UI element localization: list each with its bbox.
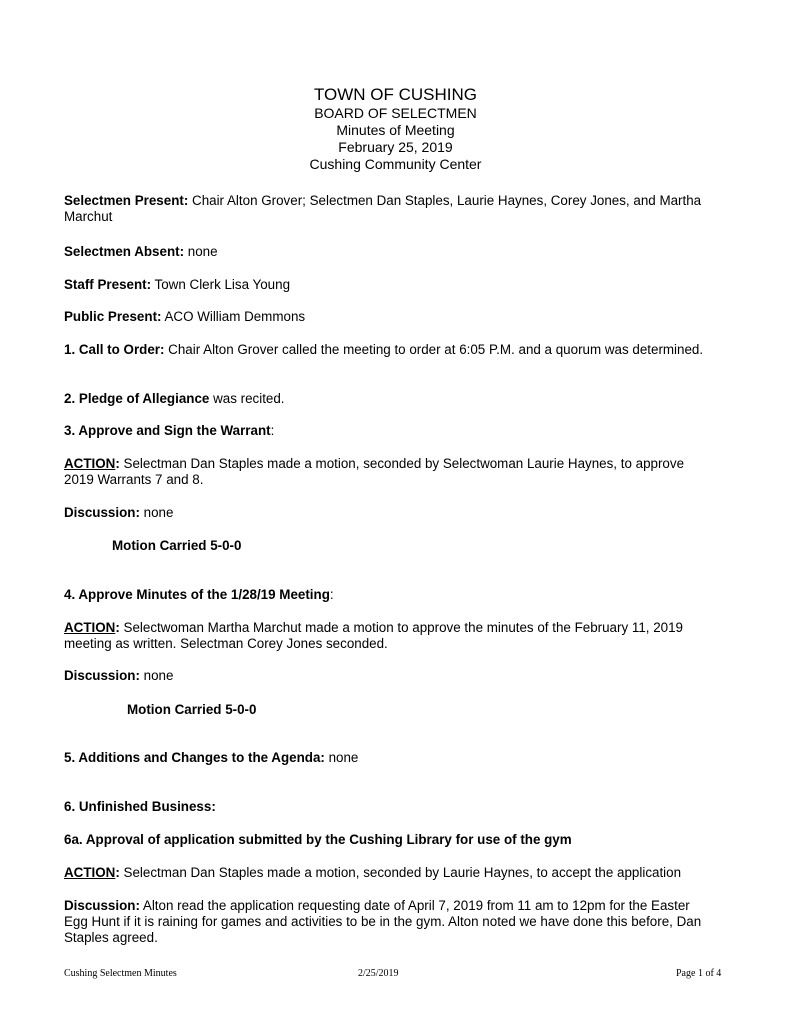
staff-present bbox=[64, 277, 704, 293]
warrant-action bbox=[64, 456, 704, 488]
meeting-location: Cushing Community Center bbox=[309, 156, 482, 172]
pledge-label: 2. Pledge of Allegiance bbox=[64, 391, 210, 406]
warrant-label: 3. Approve and Sign the Warrant bbox=[64, 423, 271, 438]
gym-action-text: Selectman Dan Staples made a motion, seconded by Laurie Haynes, to accept the application bbox=[119, 865, 682, 880]
selectmen-present bbox=[64, 193, 704, 225]
minutes-action-text: Selectwoman Martha Marchut made a motion to approve the minutes of the February 11, 2019 meeting as written. Selectman Corey Jones seconded. bbox=[64, 620, 684, 651]
minutes-action bbox=[64, 620, 704, 652]
staff-present-label: Staff Present: bbox=[64, 277, 152, 292]
town-title: TOWN OF CUSHING bbox=[313, 85, 478, 104]
call-to-order bbox=[64, 342, 704, 358]
selectmen-absent bbox=[64, 244, 704, 260]
minutes-colon: : bbox=[329, 587, 334, 602]
gym-application-heading: 6a. Approval of application submitted by the Cushing Library for use of the gym bbox=[64, 832, 572, 847]
pledge bbox=[64, 391, 704, 407]
board-title: BOARD OF SELECTMEN bbox=[314, 105, 477, 121]
staff-present-text: Town Clerk Lisa Young bbox=[151, 277, 291, 292]
warrant-action-colon: : bbox=[115, 456, 120, 471]
gym-discussion-text: Alton read the application requesting date of April 7, 2019 from 11 am to 12pm for the Easter Egg Hunt if it is raining for games and activities to be in the gym. Alton noted we have done this before, Dan Staples agreed. bbox=[64, 898, 702, 945]
public-present-text: ACO William Demmons bbox=[161, 309, 306, 324]
gym-action-label: ACTION bbox=[64, 865, 116, 880]
gym-discussion-label: Discussion: bbox=[64, 898, 140, 913]
warrant-discussion-label: Discussion: bbox=[64, 505, 140, 520]
agenda-label: 5. Additions and Changes to the Agenda: bbox=[64, 750, 325, 765]
call-to-order-label: 1. Call to Order: bbox=[64, 342, 165, 357]
footer-date: 2/25/2019 bbox=[358, 968, 399, 979]
agenda-text: none bbox=[324, 750, 359, 765]
document-header bbox=[0, 85, 791, 173]
gym-discussion bbox=[64, 898, 704, 946]
selectmen-absent-label: Selectmen Absent: bbox=[64, 244, 185, 259]
footer-title: Cushing Selectmen Minutes bbox=[64, 968, 177, 979]
gym-action bbox=[64, 865, 704, 881]
warrant-result: Motion Carried 5-0-0 bbox=[112, 538, 242, 553]
warrant-action-text: Selectman Dan Staples made a motion, seconded by Selectwoman Laurie Haynes, to approve 2019 Warrants 7 and 8. bbox=[64, 456, 685, 487]
minutes-action-colon: : bbox=[115, 620, 120, 635]
minutes-result: Motion Carried 5-0-0 bbox=[127, 702, 257, 717]
warrant-action-label: ACTION bbox=[64, 456, 116, 471]
warrant-colon: : bbox=[270, 423, 275, 438]
minutes-discussion bbox=[64, 668, 704, 684]
selectmen-present-text: Chair Alton Grover; Selectmen Dan Staples, Laurie Haynes, Corey Jones, and Martha Marchut bbox=[64, 193, 702, 224]
footer-page-number: Page 1 of 4 bbox=[676, 968, 722, 979]
selectmen-present-label: Selectmen Present: bbox=[64, 193, 189, 208]
agenda-changes bbox=[64, 750, 704, 766]
unfinished-business: 6. Unfinished Business: bbox=[64, 799, 216, 814]
public-present-label: Public Present: bbox=[64, 309, 162, 324]
minutes-label: 4. Approve Minutes of the 1/28/19 Meeting bbox=[64, 587, 330, 602]
call-to-order-text: Chair Alton Grover called the meeting to order at 6:05 P.M. and a quorum was determined. bbox=[164, 342, 704, 357]
minutes-discussion-text: none bbox=[139, 668, 174, 683]
pledge-text: was recited. bbox=[209, 391, 285, 406]
warrant-discussion-text: none bbox=[139, 505, 174, 520]
warrant-heading bbox=[64, 423, 704, 439]
gym-action-colon: : bbox=[115, 865, 120, 880]
meeting-date: February 25, 2019 bbox=[338, 139, 453, 155]
warrant-discussion bbox=[64, 505, 704, 521]
minutes-discussion-label: Discussion: bbox=[64, 668, 140, 683]
selectmen-absent-text: none bbox=[184, 244, 218, 259]
minutes-heading bbox=[64, 587, 704, 603]
public-present bbox=[64, 309, 704, 325]
doc-type: Minutes of Meeting bbox=[336, 122, 455, 138]
minutes-action-label: ACTION bbox=[64, 620, 116, 635]
